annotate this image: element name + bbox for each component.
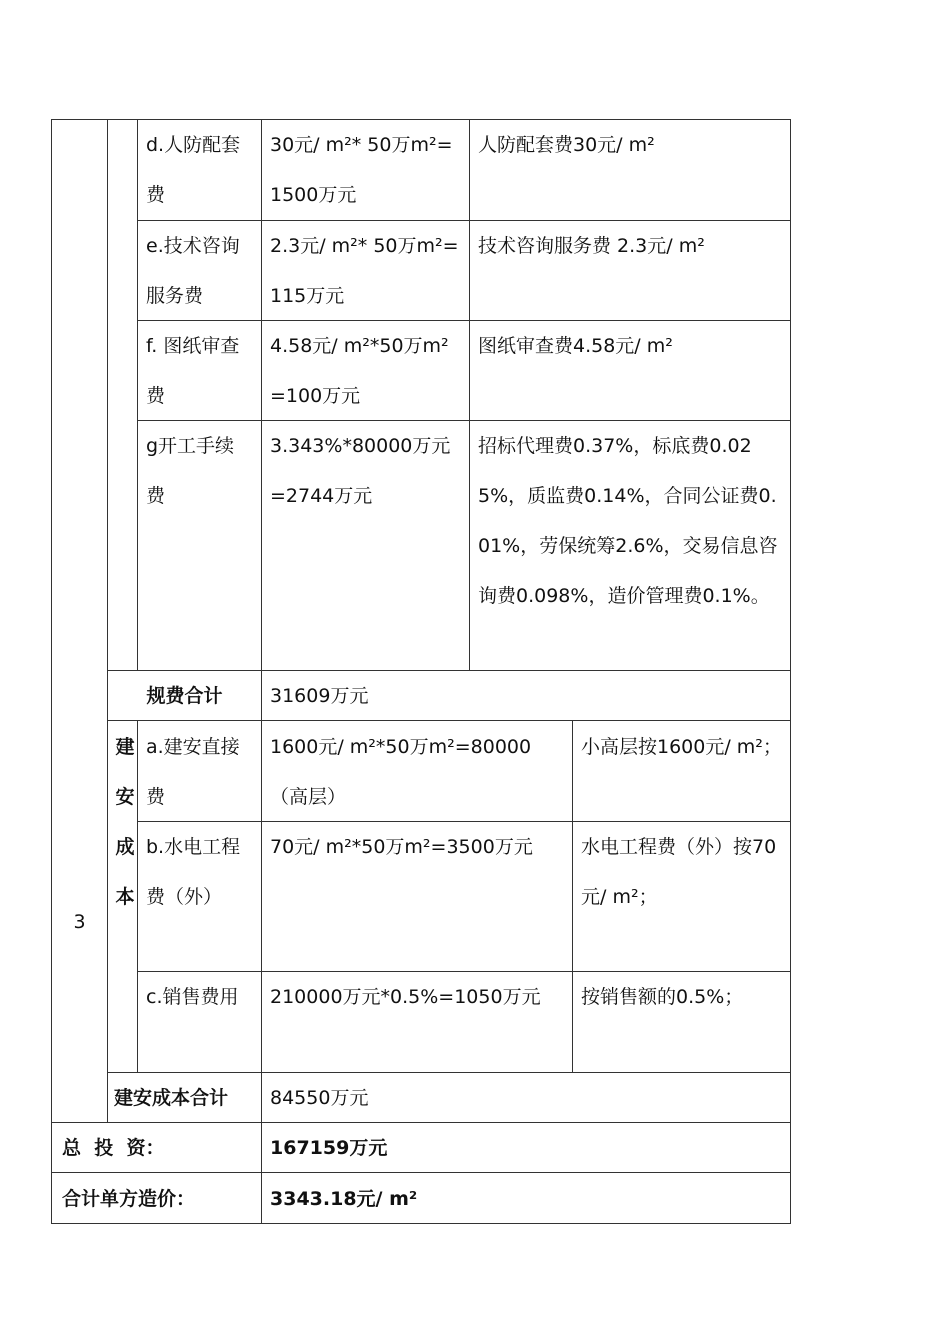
construction-note-b: 水电工程费（外）按70元/ m²； [581,836,777,908]
construction-group-label: 建安成本 [115,736,135,908]
construction-name-a: a.建安直接费 [146,736,240,808]
fee-note-g: 招标代理费0.37%，标底费0.025%，质监费0.14%，合同公证费0.01%，劳保统筹2.6%，交易信息咨询费0.098%，造价管理费0.1%。 [478,435,778,607]
unit-cost-value [262,1174,790,1224]
total-investment-label: 总 投 资： [62,1137,165,1159]
fee-note-f: 图纸审查费4.58元/ m² [478,335,673,357]
unit-cost-number: 3343.18 [270,1188,357,1210]
fee-formula-g: 3.343%*80000万元 =2744万元 [270,435,451,507]
fee-name-g: g开工手续费 [146,435,235,507]
col-divider [107,119,108,1122]
construction-total-label: 建安成本合计 [114,1087,229,1109]
construction-formula-b: 70元/ m²*50万m²=3500万元 [270,836,533,858]
fee-name-d: d.人防配套费 [146,134,241,206]
fee-note-d: 人防配套费30元/ m² [478,134,655,156]
table-border-right [790,119,791,1223]
construction-name-b: b.水电工程费（外） [146,836,241,908]
section-number: 3 [73,911,86,933]
construction-name-c: c.销售费用 [146,986,239,1008]
total-investment-value [262,1123,790,1173]
fee-name-e: e.技术咨询服务费 [146,235,240,307]
fee-formula-f: 4.58元/ m²*50万m²=100万元 [270,335,449,407]
construction-note-c: 按销售额的0.5%； [581,986,744,1008]
unit-cost-label: 合计单方造价： [62,1188,196,1210]
table-border-left [51,119,52,1223]
construction-formula-a: 1600元/ m²*50万m²=80000（高层） [270,736,532,808]
unit-cost-unit: 元/ m² [356,1188,418,1210]
construction-total-value: 84550万元 [270,1087,369,1109]
fee-formula-e: 2.3元/ m²* 50万m²=115万元 [270,235,459,307]
fee-name-f: f. 图纸审查费 [146,335,240,407]
total-investment-unit: 万元 [349,1137,388,1159]
construction-note-a: 小高层按1600元/ m²； [581,736,782,758]
fees-total-label: 规费合计 [146,685,223,707]
fee-formula-d: 30元/ m²* 50万m²=1500万元 [270,134,453,206]
construction-formula-c: 210000万元*0.5%=1050万元 [270,986,541,1008]
fees-total-value: 31609万元 [270,685,369,707]
total-investment-number: 167159 [270,1137,350,1159]
fee-note-e: 技术咨询服务费 2.3元/ m² [478,235,705,257]
